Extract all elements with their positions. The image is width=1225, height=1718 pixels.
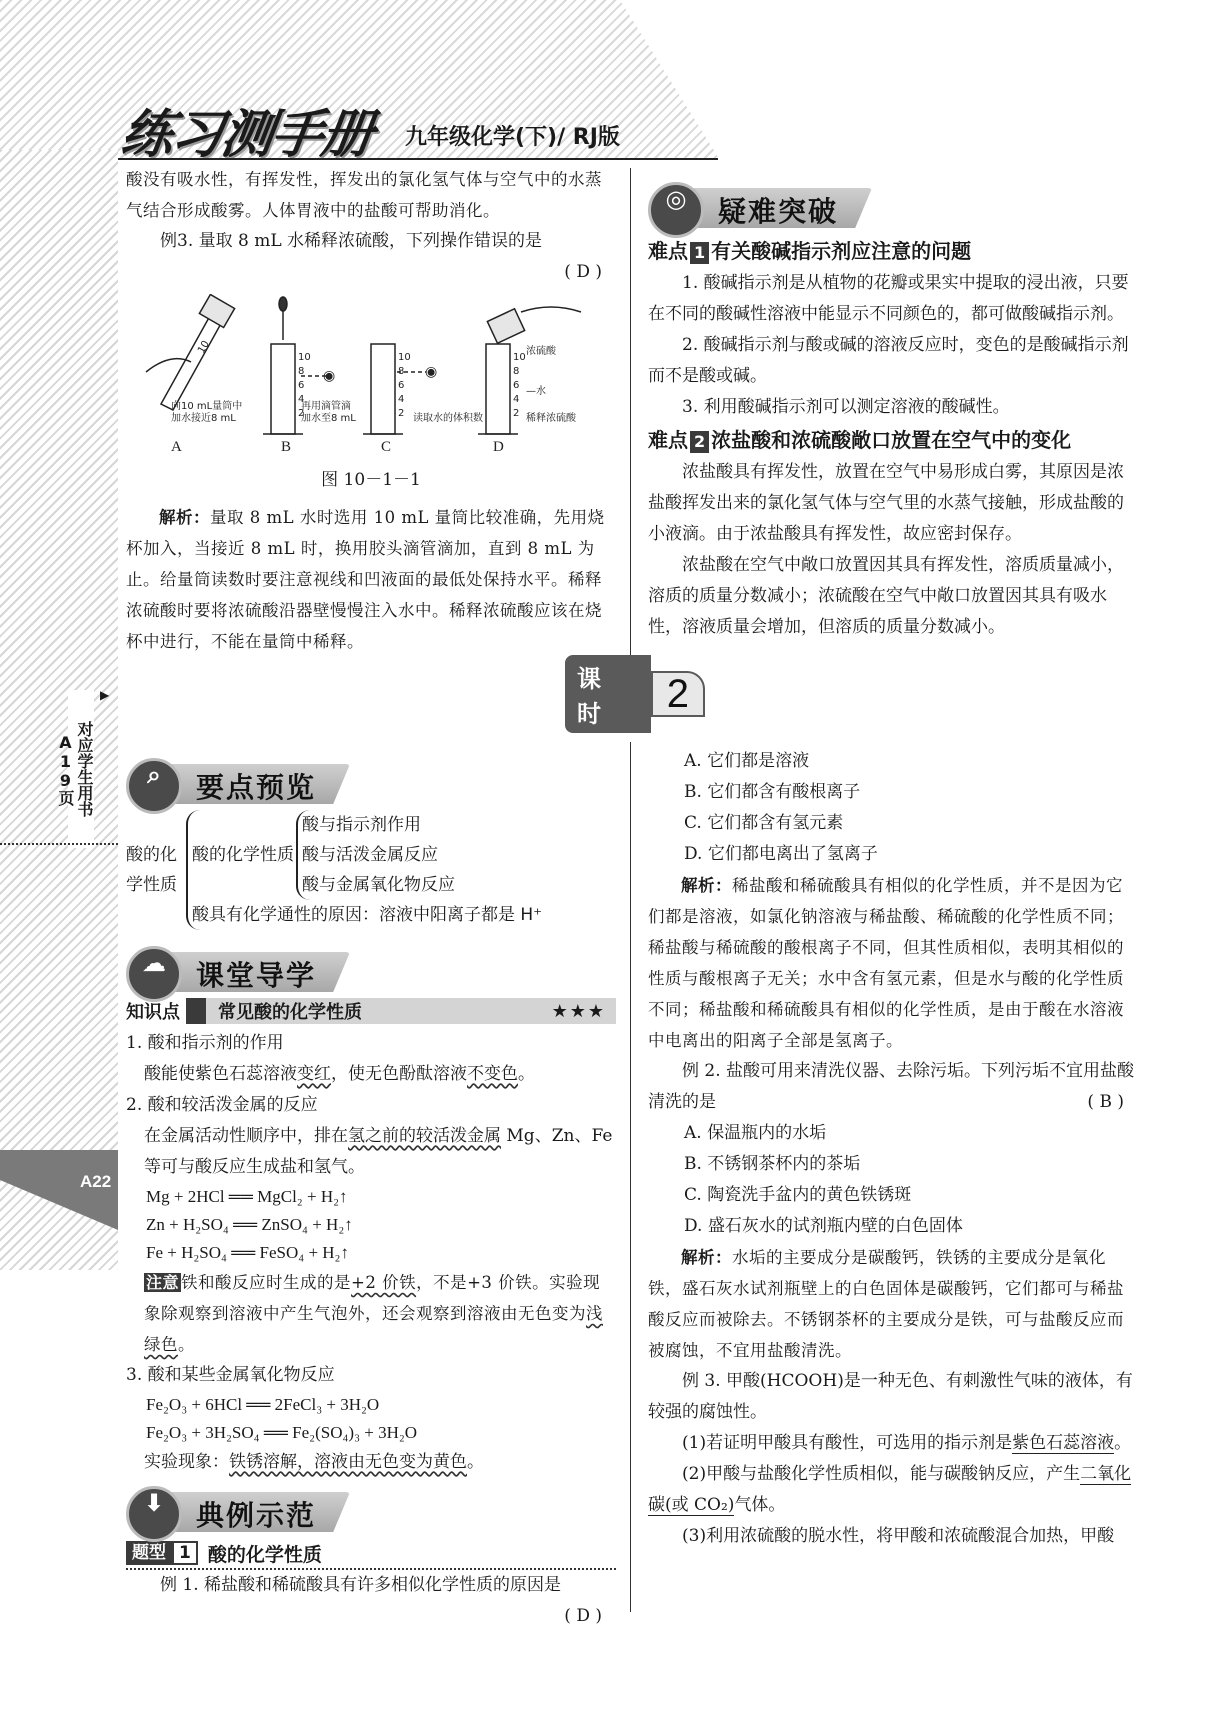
svg-text:2: 2 [513,408,520,419]
banner-title: 要点预览 [196,771,317,804]
svg-text:加水接近8 mL: 加水接近8 mL [171,413,236,424]
intro-paragraph: 酸没有吸水性，有挥发性，挥发出的氯化氢气体与空气中的水蒸气结合形成酸雾。人体胃液中的盐酸可帮助消化。 [126,170,602,220]
magnifier-icon: ⌕ [126,758,182,814]
option: A. 保温瓶内的水垢 [684,1123,827,1143]
example1-question: 例 1. 稀盐酸和稀硫酸具有许多相似化学性质的原因是 [160,1575,562,1595]
left-bottom-column [126,752,616,1632]
section-banner-difficulties [648,180,1138,228]
side-dotted-rule [0,843,118,845]
lab-illustration [141,294,601,454]
difficulty-1-heading: 难点 1 有关酸碱指示剂应注意的问题 [648,239,972,263]
equation: Fe₂O₃ + 6HCl ══ 2FeCl₃ + 3H₂O [146,1395,380,1414]
svg-text:10: 10 [298,352,311,363]
example2-analysis: 解析：水垢的主要成分是碳酸钙，铁锈的主要成分是氧化铁，盛石灰水试剂瓶壁上的白色固体是碳酸钙，它们都可与稀盐酸反应而被除去。不锈钢茶杯的主要成分是铁，可与盐酸反应而被腐蚀，不宜用盐酸清洗。 [648,1248,1124,1360]
lesson-number: 2 [651,671,705,717]
svg-text:2: 2 [298,408,305,419]
equation: Zn + H₂SO₄ ══ ZnSO₄ + H₂↑ [146,1215,353,1234]
column-divider-bottom [630,742,631,1612]
difficulty-1-item: 1. 酸碱指示剂是从植物的花瓣或果实中提取的浸出液，只要在不同的酸碱性溶液中能显示不同颜色的，都可做酸碱指示剂。 [648,273,1129,324]
section-banner-examples [126,1484,616,1532]
svg-text:◉: ◉ [425,364,438,380]
banner-title: 典例示范 [196,1499,317,1532]
option: D. 盛石灰水的试剂瓶内壁的白色固体 [684,1216,963,1236]
svg-text:4: 4 [298,394,305,405]
difficulty-2-paragraph: 浓盐酸在空气中敞口放置因其具有挥发性，溶质质量减小，溶质的质量分数减小；浓硫酸在空气中敞口放置因其具有吸水性，溶液质量会增加，但溶质的质量分数减小。 [648,555,1124,637]
right-bottom-column [648,746,1138,1552]
mind-leaf: 酸与活泼金属反应 [302,845,438,865]
difficulty-2-heading: 难点 2 浓盐酸和浓硫酸敞口放置在空气中的变化 [648,428,1072,452]
figure-label-d: D [493,439,504,454]
section-title: 1. 酸和指示剂的作用 [126,1033,284,1053]
figure-label-b: B [281,439,292,454]
analysis-text: 量取 8 mL 水时选用 10 mL 量筒比较准确，先用烧杯加入，当接近 8 mL 时，换用胶头滴管滴加，直到 8 mL 为止。给量筒读数时要注意视线和凹液面的最低处保持水平。稀释浓硫酸时要将浓硫酸沿器壁慢慢注入水中。稀释浓硫酸应该在烧杯中进行，不能在量筒中稀释。 [126,508,605,651]
right-top-column [648,176,1138,643]
question-type-bar: 题型 1 酸的化学性质 [126,1538,616,1570]
svg-text:浓硫酸: 浓硫酸 [526,346,556,357]
side-reference-note: 对应学生用书A19页 [68,690,94,848]
example3-analysis [126,502,616,657]
example3-part3: (3)利用浓硫酸的脱水性，将甲酸和浓硫酸混合加热，甲酸 [682,1526,1115,1546]
difficulty-1-item: 2. 酸碱指示剂与酸或碱的溶液反应时，变色的是酸碱指示剂而不是酸或碱。 [648,335,1129,386]
equation: Mg + 2HCl ══ MgCl₂ + H₂↑ [146,1187,348,1206]
banner-title: 课堂导学 [196,959,317,992]
mind-leaf: 酸与指示剂作用 [302,815,421,835]
mind-map [126,810,616,930]
svg-text:6: 6 [298,380,305,391]
section-body: 在金属活动性顺序中，排在氢之前的较活泼金属 Mg、Zn、Fe 等可与酸反应生成盐和氢气。 [144,1126,613,1177]
svg-text:◉: ◉ [323,368,336,384]
section-title: 2. 酸和较活泼金属的反应 [126,1095,318,1115]
svg-text:10: 10 [196,338,212,356]
mind-leaf: 酸与金属氧化物反应 [302,875,455,895]
svg-text:10: 10 [398,352,411,363]
example1-answer: ( D ) [564,1606,602,1626]
cylinder-a [146,294,235,410]
figure-10-1-1 [126,294,616,496]
svg-text:再用滴管滴: 再用滴管滴 [301,401,351,412]
option: B. 它们都含有酸根离子 [684,782,861,802]
option: A. 它们都是溶液 [684,751,810,771]
figure-label-c: C [381,439,392,454]
observation: 实验现象：铁锈溶解，溶液由无色变为黄色。 [144,1452,484,1472]
example3-part1: (1)若证明甲酸具有酸性，可选用的指示剂是紫色石蕊溶液。 [682,1433,1132,1453]
page-number: A22 [80,1172,112,1191]
svg-text:8: 8 [398,366,405,377]
option: D. 它们都电离出了氢离子 [684,844,878,864]
lesson-badge [565,665,705,728]
header-rule [118,158,718,160]
section-banner-guide [126,944,616,992]
column-divider-top [630,168,631,658]
section-banner-preview [126,756,616,804]
svg-text:8: 8 [513,366,520,377]
figure-label-a: A [171,439,182,454]
svg-text:加水至8 mL: 加水至8 mL [301,413,356,424]
option: C. 陶瓷洗手盆内的黄色铁锈斑 [684,1185,912,1205]
option: C. 它们都含有氢元素 [684,813,844,833]
section-body: 酸能使紫色石蕊溶液变红，使无色酚酞溶液不变色。 [144,1064,535,1084]
example2-answer: ( B ) [1087,1092,1124,1112]
cloud-icon: ☁ [126,946,182,1002]
arrow-icon: ▶ [100,688,110,702]
difficulty-1-item: 3. 利用酸碱指示剂可以测定溶液的酸碱性。 [682,397,1010,417]
target-icon: ◎ [648,182,704,238]
equation: Fe + H₂SO₄ ══ FeSO₄ + H₂↑ [146,1243,349,1262]
svg-text:4: 4 [513,394,520,405]
svg-text:6: 6 [513,380,520,391]
svg-text:8: 8 [298,366,305,377]
mind-branch: 酸的化学性质 [192,845,294,865]
equation: Fe₂O₃ + 3H₂SO₄ ══ Fe₂(SO₄)₃ + 3H₂O [146,1423,418,1442]
knowledge-point-bar: 知识点 常见酸的化学性质 ★★★ [126,998,616,1024]
example3-question: 例 3. 甲酸(HCOOH)是一种无色、有刺激性气味的液体，有较强的腐蚀性。 [648,1371,1133,1422]
svg-text:向10 mL量筒中: 向10 mL量筒中 [171,401,243,412]
brand-logo: 练习测手册 [117,105,376,165]
mind-branch: 酸具有化学通性的原因：溶液中阳离子都是 H⁺ [192,905,543,925]
left-top-column [126,164,616,657]
svg-text:4: 4 [398,394,405,405]
download-icon: ⬇ [126,1486,182,1542]
example3-question: 例3. 量取 8 mL 水稀释浓硫酸，下列操作错误的是 [160,231,543,251]
svg-text:10: 10 [513,352,526,363]
mind-root: 酸的化学性质 [126,845,177,895]
example1-analysis: 解析：稀盐酸和稀硫酸具有相似的化学性质，并不是因为它们都是溶液，如氯化钠溶液与稀盐酸、稀硫酸的化学性质不同；稀盐酸与稀硫酸的酸根离子不同，但其性质相似，表明其相似的性质与酸根离子无关；水中含有氢元素，但是水与酸的化学性质不同；稀盐酸和稀硫酸具有相似的化学性质，是由于酸在水溶液中电离出的阳离子全部是氢离子。 [648,876,1124,1050]
option: B. 不锈钢茶杯内的茶垢 [684,1154,861,1174]
svg-text:—水: —水 [526,386,546,397]
svg-text:稀释浓硫酸: 稀释浓硫酸 [526,413,576,424]
difficulty-stars: ★★★ [551,1000,606,1022]
note-paragraph: 注意 铁和酸反应时生成的是+2 价铁，不是+3 价铁。实验现象除观察到溶液中产生气泡外，还会观察到溶液由无色变为浅绿色。 [144,1273,603,1354]
lesson-label: 课时 [565,655,651,733]
svg-text:6: 6 [398,380,405,391]
example3-answer: ( D ) [564,262,602,282]
decorative-stripes-left [0,150,118,1270]
section-title: 3. 酸和某些金属氧化物反应 [126,1365,335,1385]
difficulty-2-paragraph: 浓盐酸具有挥发性，放置在空气中易形成白雾，其原因是浓盐酸挥发出来的氯化氢气体与空气里的水蒸气接触，形成盐酸的小液滴。由于浓盐酸具有挥发性，故应密封保存。 [648,462,1124,544]
book-subtitle: 九年级化学(下)/ RJ版 [405,125,620,150]
figure-caption: 图 10－1－1 [321,470,421,490]
svg-text:2: 2 [398,408,405,419]
svg-text:读取水的体积数: 读取水的体积数 [413,413,483,424]
banner-title: 疑难突破 [718,195,839,228]
example2-question: 例 2. 盐酸可用来清洗仪器、去除污垢。下列污垢不宜用盐酸清洗的是 [648,1061,1135,1112]
analysis-label: 解析： [159,508,210,527]
example3-part2: (2)甲酸与盐酸化学性质相似，能与碳酸钠反应，产生二氧化碳(或 CO₂)气体。 [648,1464,1132,1515]
